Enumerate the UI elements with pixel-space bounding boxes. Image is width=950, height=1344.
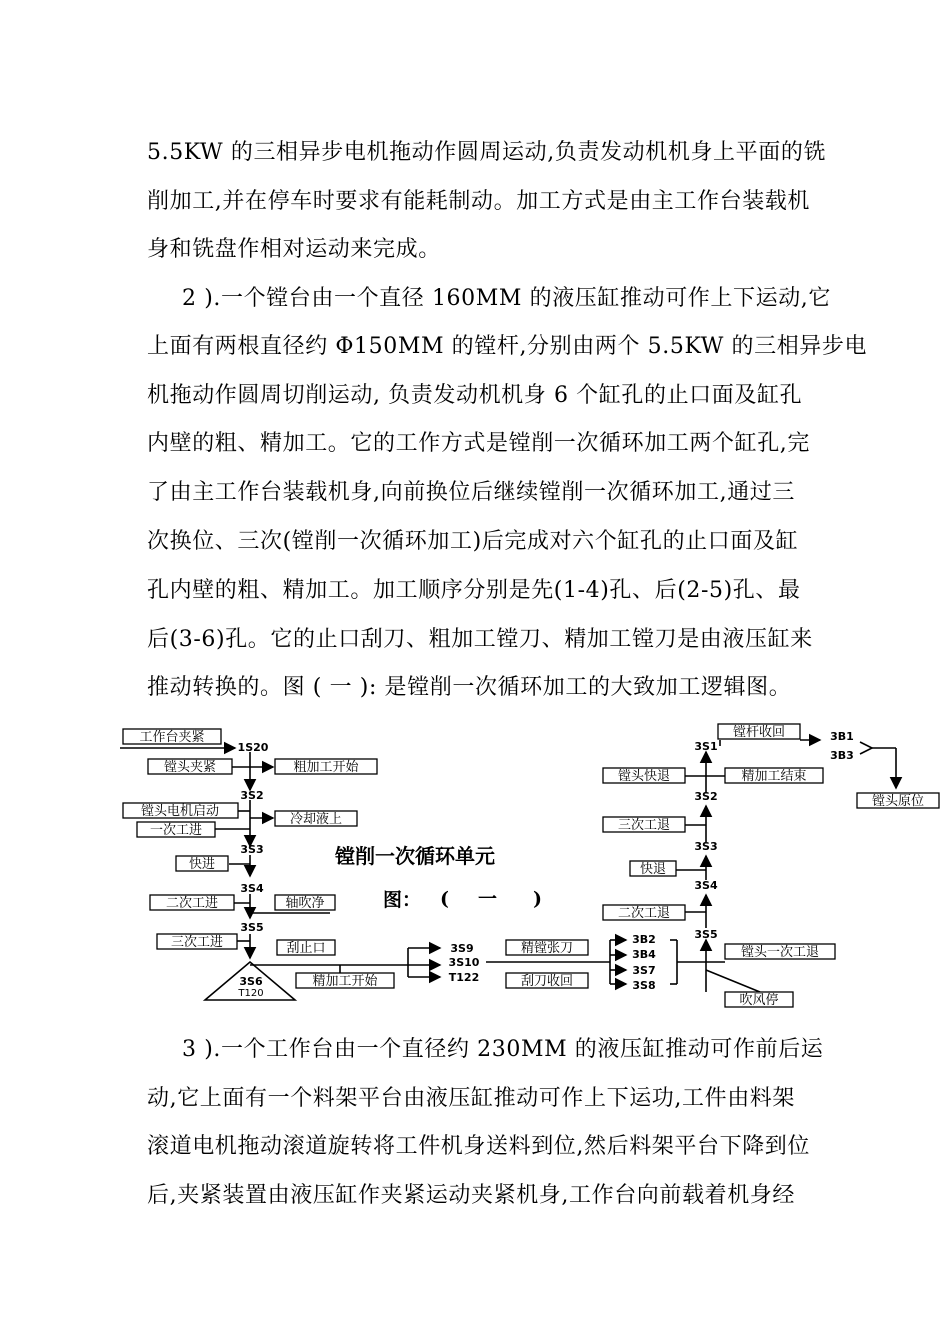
node-1s20: 1S20 [237,741,269,754]
node-3s6: 3S6 [239,975,263,988]
svg-text:三次工进: 三次工进 [170,935,224,950]
node-3b2: 3B2 [632,933,656,946]
p1-line-1: 5.5KW 的三相异步电机拖动作圆周运动,负责发动机机身上平面的铣 [147,140,827,165]
box-second-feed [150,895,234,911]
svg-text:轴吹净: 轴吹净 [285,896,325,911]
figure-label: 图： [383,889,422,911]
box-third-feed [157,934,237,950]
node-3b1: 3B1 [830,730,854,743]
box-first-feed [137,822,215,838]
figure-number: 一 [478,888,498,910]
node-r3s1: 3S1 [694,740,718,753]
node-r3s2: 3S2 [694,790,718,803]
svg-text:镗头快退: 镗头快退 [617,769,671,784]
p3-line-1: 3 ).一个工作台由一个直径约 230MM 的液压缸推动可作前后运 [182,1037,824,1062]
node-3s9: 3S9 [450,942,474,955]
svg-text:镗头夹紧: 镗头夹紧 [163,760,217,775]
box-head-first-back [725,944,835,960]
figure-paren-close: ) [533,888,542,910]
p1-line-3: 身和铣盘作相对运动来完成。 [147,237,441,262]
box-head-home [857,793,939,809]
box-fast-back [630,861,676,877]
svg-text:冷却液上: 冷却液上 [289,812,343,827]
p2-line-9: 推动转换的。图 ( 一 ): 是镗削一次循环加工的大致加工逻辑图。 [147,675,792,700]
box-head-fast-back [603,768,685,784]
svg-text:镗头一次工退: 镗头一次工退 [740,945,820,960]
box-rough-start [275,759,377,775]
p3-line-3: 滚道电机拖动滚道旋转将工件机身送料到位,然后料架平台下降到位 [147,1134,810,1159]
p1-line-2: 削加工,并在停车时要求有能耗制动。加工方式是由主工作台装载机 [147,189,810,214]
node-3s7: 3S7 [632,964,656,977]
box-scrape-stop [277,940,335,956]
svg-text:精加工结束: 精加工结束 [741,769,807,784]
node-3s8: 3S8 [632,979,656,992]
box-head-clamp [148,759,232,775]
svg-text:精镗张刀: 精镗张刀 [520,941,574,956]
node-3s5: 3S5 [240,921,264,934]
box-second-back [603,905,685,921]
node-t120: T120 [238,988,264,999]
node-3s3: 3S3 [240,843,264,856]
p2-line-6: 次换位、三次(镗削一次循环加工)后完成对六个缸孔的止口面及缸 [147,529,799,554]
box-coolant-on [275,811,357,827]
node-3s10: 3S10 [448,956,480,969]
node-t122: T122 [448,971,480,984]
p2-line-3: 机拖动作圆周切削运动, 负责发动机机身 6 个缸孔的止口面及缸孔 [147,383,803,408]
diagram-title: 镗削一次循环单元 [335,844,495,868]
box-shaft-blow [275,895,335,911]
node-r3s3: 3S3 [694,840,718,853]
box-fine-bore-expand [506,940,588,956]
svg-text:刮刀收回: 刮刀收回 [520,974,574,989]
svg-text:镗头电机启动: 镗头电机启动 [140,804,220,819]
svg-text:精加工开始: 精加工开始 [312,974,378,989]
svg-text:工作台夹紧: 工作台夹紧 [139,730,205,745]
svg-text:二次工退: 二次工退 [617,906,671,921]
box-head-motor-start [123,803,238,819]
node-3b3: 3B3 [830,749,854,762]
p3-line-2: 动,它上面有一个料架平台由液压缸推动可作上下运功,工件由料架 [147,1086,795,1111]
p2-line-8: 后(3-6)孔。它的止口刮刀、粗加工镗刀、精加工镗刀是由液压缸来 [147,627,813,652]
svg-text:刮止口: 刮止口 [286,941,326,956]
node-3s4: 3S4 [240,882,264,895]
p2-line-7: 孔内壁的粗、精加工。加工顺序分别是先(1-4)孔、后(2-5)孔、最 [147,578,801,603]
svg-text:快退: 快退 [639,862,667,877]
box-blow-stop [725,992,793,1008]
node-r3s4: 3S4 [694,879,718,892]
logic-diagram [110,720,945,1015]
node-r3s5: 3S5 [694,928,718,941]
p2-line-5: 了由主工作台装载机身,向前换位后继续镗削一次循环加工,通过三 [147,480,795,505]
p2-line-2: 上面有两根直径约 Φ150MM 的镗杆,分别由两个 5.5KW 的三相异步电 [147,334,868,359]
svg-text:粗加工开始: 粗加工开始 [293,760,359,775]
svg-text:一次工进: 一次工进 [149,823,203,838]
svg-text:快进: 快进 [188,857,216,872]
p2-line-4: 内壁的粗、精加工。它的工作方式是镗削一次循环加工两个缸孔,完 [147,431,810,456]
node-3b4: 3B4 [632,948,656,961]
svg-text:吹风停: 吹风停 [739,993,779,1008]
box-finish-end [725,768,823,784]
box-scraper-retract [506,973,588,989]
p2-line-1: 2 ).一个镗台由一个直径 160MM 的液压缸推动可作上下运动,它 [182,286,831,311]
node-3s2: 3S2 [240,789,264,802]
svg-text:二次工进: 二次工进 [165,896,219,911]
box-boring-bar-retract [718,724,800,740]
svg-text:镗杆收回: 镗杆收回 [732,725,786,740]
box-finish-start [296,973,394,989]
figure-paren-open: ( [440,888,449,910]
box-fast-forward [176,856,228,872]
box-workbench-clamp [123,729,221,745]
svg-text:镗头原位: 镗头原位 [871,794,925,809]
box-third-back [603,817,685,833]
svg-text:三次工退: 三次工退 [617,818,671,833]
p3-line-4: 后,夹紧装置由液压缸作夹紧运动夹紧机身,工作台向前载着机身经 [147,1183,795,1208]
